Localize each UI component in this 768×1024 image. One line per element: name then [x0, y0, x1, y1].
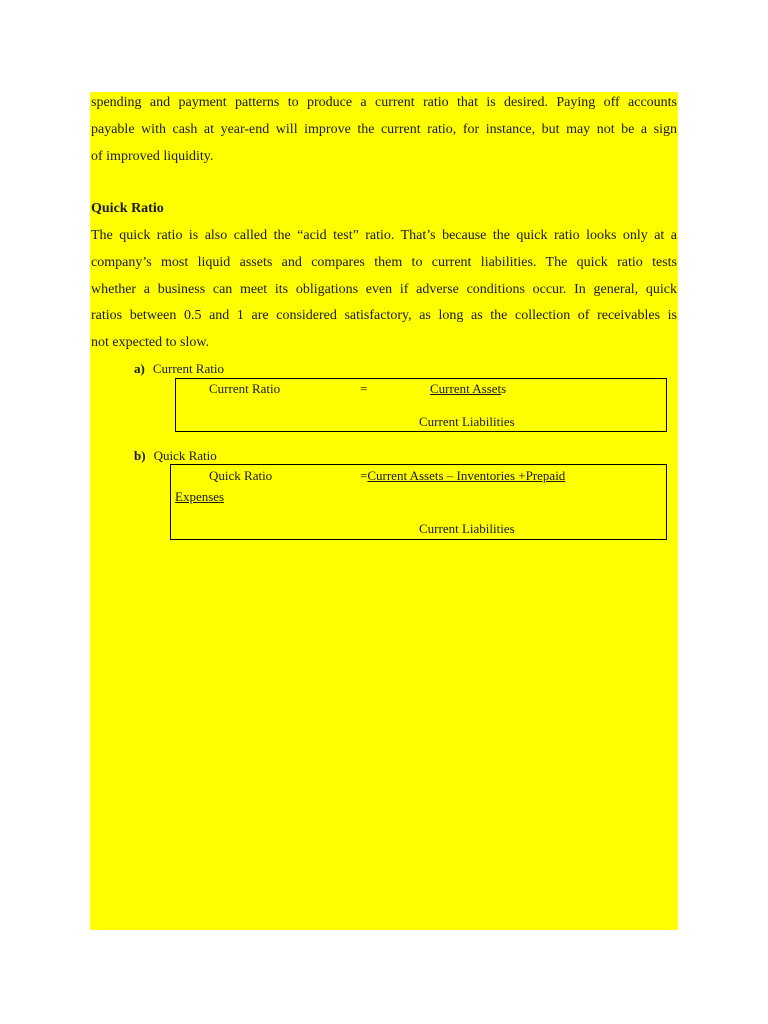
formula-b-numerator: [360, 468, 565, 483]
formula-a-numerator-underlined: Current Asset: [430, 381, 502, 396]
formula-a-equals: =: [360, 381, 368, 396]
formula-b-lhs: Quick Ratio: [209, 468, 273, 483]
section-line-1: The quick ratio is also called the “acid test” ratio. That’s because the quick ratio looks only at a: [91, 228, 677, 243]
section-heading: Quick Ratio: [91, 201, 164, 216]
formula-a-marker: a): [134, 361, 145, 376]
section-line-2: company’s most liquid assets and compares them to current liabilities. The quick ratio tests: [91, 255, 677, 270]
formula-b-equals: =: [360, 468, 368, 483]
formula-a-label: [134, 361, 224, 376]
formula-b-numerator-wrap: Expenses: [175, 489, 225, 504]
formula-a-numerator: [430, 381, 506, 396]
formula-a-title: Current Ratio: [152, 361, 224, 376]
current-ratio-formula-box: [175, 378, 667, 432]
quick-ratio-formula-box: [170, 464, 667, 540]
intro-line-2: payable with cash at year-end will improve the current ratio, for instance, but may not be a sign: [91, 122, 677, 137]
formula-b-numerator-underlined: Current Assets – Inventories +Prepaid: [367, 468, 566, 483]
formula-a-numerator-tail: s: [501, 381, 507, 396]
intro-line-1: spending and payment patterns to produce a current ratio that is desired. Paying off accounts: [91, 95, 677, 110]
intro-line-3: of improved liquidity.: [91, 149, 214, 164]
section-line-5: not expected to slow.: [91, 335, 210, 350]
section-line-4: ratios between 0.5 and 1 are considered satisfactory, as long as the collection of receivables is: [91, 308, 677, 323]
formula-a-denominator: Current Liabilities: [419, 414, 515, 429]
formula-b-title: Quick Ratio: [153, 448, 217, 463]
formula-b-label: [134, 448, 217, 463]
formula-a-lhs: Current Ratio: [209, 381, 281, 396]
section-line-3: whether a business can meet its obligations even if adverse conditions occur. In general, quick: [91, 282, 677, 297]
formula-b-denominator: Current Liabilities: [419, 521, 515, 536]
formula-b-marker: b): [134, 448, 146, 463]
